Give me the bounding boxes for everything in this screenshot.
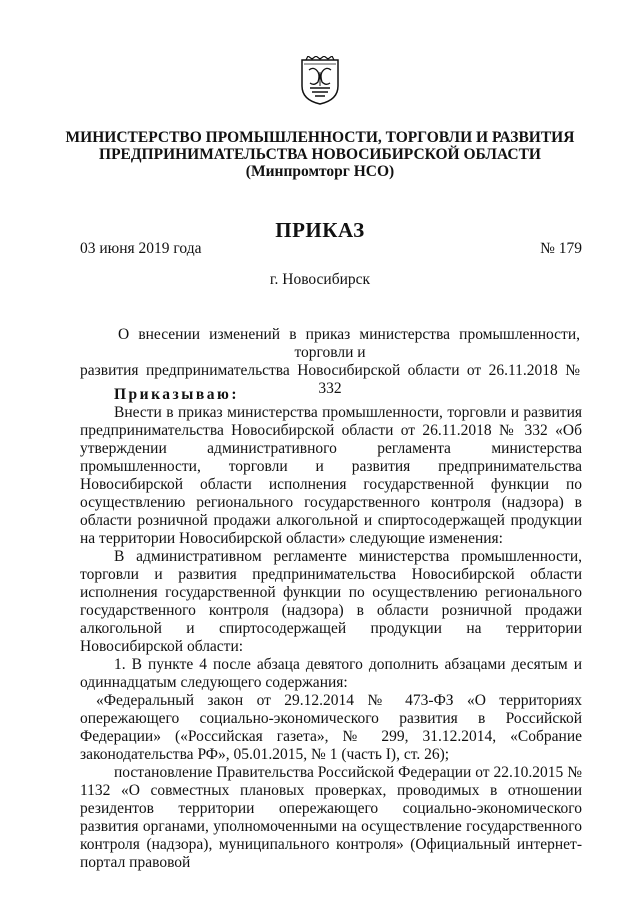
subject-line1: О внесении изменений в приказ министерства промышленности, торговли и <box>118 326 580 361</box>
document-body <box>80 386 582 872</box>
body-paragraph: В административном регламенте министерства промышленности, торговли и развития предпринимательства Новосибирской области исполнения государственной функции по осуществлению регионального государственного контроля (надзора) в области розничной продажи алкогольной и спиртосодержащей продукции на территории Новосибирской области: <box>80 548 582 655</box>
document-date: 03 июня 2019 года <box>80 240 202 257</box>
document-number: № 179 <box>540 240 582 257</box>
body-paragraph: 1. В пункте 4 после абзаца девятого дополнить абзацами десятым и одиннадцатым следующего содержания: <box>80 656 582 691</box>
ministry-header <box>40 129 600 180</box>
coat-of-arms-icon <box>298 56 342 106</box>
body-paragraph: Внести в приказ министерства промышленности, торговли и развития предпринимательства Новосибирской области от 26.11.2018 № 332 «Об утверждении административного регламента министерства промышленности, торговли и развития предпринимательства Новосибирской области исполнения государственной функции по осуществлению регионального государственного контроля (надзора) в области розничной продажи алкогольной и спиртосодержащей продукции на территории Новосибирской области» следующие изменения: <box>80 404 582 547</box>
body-paragraph: «Федеральный закон от 29.12.2014 № 473-ФЗ «О территориях опережающего социально-экономического развития в Российской Федерации» («Российская газета», № 299, 31.12.2014, «Собрание законодательства РФ», 05.01.2015, № 1 (часть I), ст. 26); <box>80 692 582 763</box>
decree-heading: Приказываю: <box>114 386 240 403</box>
ministry-short-name: (Минпромторг НСО) <box>245 163 395 180</box>
document-city: г. Новосибирск <box>269 271 371 288</box>
ministry-name-line1: МИНИСТЕРСТВО ПРОМЫШЛЕННОСТИ, ТОРГОВЛИ И РАЗВИТИЯ <box>65 129 575 146</box>
body-paragraph: постановление Правительства Российской Федерации от 22.10.2015 № 1132 «О совместных плановых проверках, проводимых в отношении резидентов территории опережающего социально-экономического развития органами, уполномоченными на осуществление государственного контроля (надзора), муниципального контроля» (Официальный интернет-портал правовой <box>80 764 582 871</box>
subject-line2: развития предпринимательства Новосибирской области от 26.11.2018 № 332 <box>80 362 580 397</box>
ministry-name-line2: ПРЕДПРИНИМАТЕЛЬСТВА НОВОСИБИРСКОЙ ОБЛАСТИ <box>99 146 541 163</box>
document-type-title: ПРИКАЗ <box>275 218 365 242</box>
